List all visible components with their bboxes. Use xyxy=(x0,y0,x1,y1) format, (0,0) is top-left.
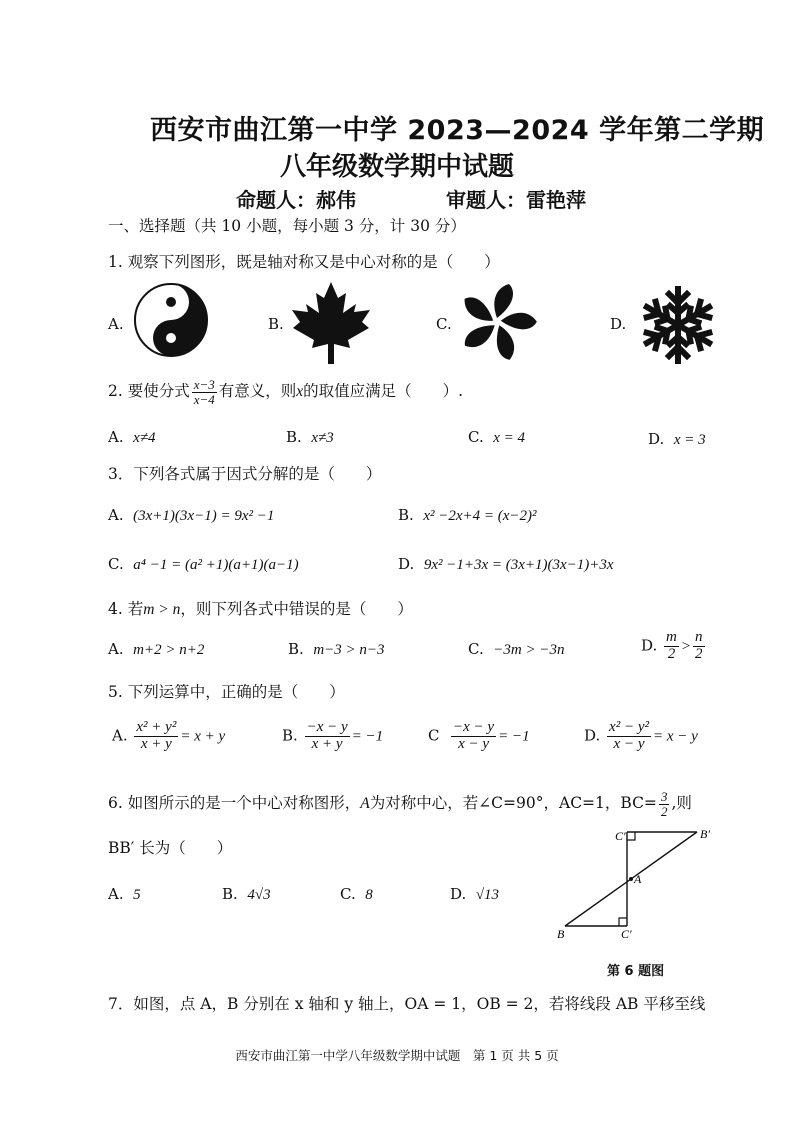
q6-option-b-expr: 4√3 xyxy=(247,887,271,903)
q2-var: x xyxy=(296,383,304,401)
q1-stem: 1. 观察下列图形，既是轴对称又是中心对称的是（ ） xyxy=(108,253,500,271)
q2-frac-num: x−3 xyxy=(193,377,215,392)
q6-option-b xyxy=(222,885,271,904)
q4-option-b-label: B. xyxy=(288,640,304,658)
q3-option-a xyxy=(108,506,274,525)
q4-option-b xyxy=(288,640,385,659)
q1-option-a-label: A. xyxy=(108,315,124,333)
q2-option-d-expr: x = 3 xyxy=(673,432,706,448)
q4-option-c-expr: −3m > −3n xyxy=(493,642,565,658)
q2-option-a-label: A. xyxy=(108,428,124,446)
q2-option-a-expr: x≠4 xyxy=(133,430,156,446)
q2-stem-middle: 有意义，则 xyxy=(218,382,297,401)
label-a: A xyxy=(634,872,642,886)
q5-option-d xyxy=(584,720,698,753)
q6-frac-num: 3 xyxy=(660,789,668,804)
q5-option-c xyxy=(428,720,530,753)
q2-frac-den: x−4 xyxy=(193,391,215,407)
q6-option-c-expr: 8 xyxy=(365,887,373,903)
q4-d-frac-right xyxy=(693,630,705,663)
q6-stem-c: 为对称中心，若∠C=90°，AC=1，BC= xyxy=(369,794,657,813)
maple-leaf-icon xyxy=(290,280,372,366)
q6-stem-line1 xyxy=(108,790,692,818)
q5-option-a xyxy=(112,720,225,753)
q5-a-num: x² + y² xyxy=(136,719,177,735)
q2-option-b-expr: x≠3 xyxy=(311,430,334,446)
yin-yang-icon xyxy=(133,282,209,358)
q3-option-c-label: C. xyxy=(108,555,124,573)
q3-stem: 3．下列各式属于因式分解的是（ ） xyxy=(108,465,382,483)
q4-option-b-expr: m−3 > n−3 xyxy=(313,642,385,658)
q3-option-d xyxy=(398,555,614,574)
q5-d-frac xyxy=(607,720,651,753)
q6-option-a-label: A. xyxy=(108,885,124,903)
q5-d-num: x² − y² xyxy=(609,719,649,735)
q5-b-den: x + y xyxy=(311,735,343,752)
q2-option-d-label: D. xyxy=(648,430,665,448)
q3-option-a-label: A. xyxy=(108,506,124,524)
q6-option-c xyxy=(340,885,373,904)
exam-title-line1: 西安市曲江第一中学 2023—2024 学年第二学期 xyxy=(150,115,765,146)
label-c: C′ xyxy=(621,927,632,941)
q3-option-a-expr: (3x+1)(3x−1) = 9x² −1 xyxy=(133,508,275,524)
q4-option-d-label: D. xyxy=(641,636,658,655)
label-b-prime: B′ xyxy=(700,827,710,841)
q4-option-c xyxy=(468,640,564,659)
q4-option-a-label: A. xyxy=(108,640,124,658)
q3-option-b-label: B. xyxy=(398,506,414,524)
label-b: B xyxy=(557,927,565,941)
q5-option-d-label: D. xyxy=(584,726,601,745)
q2-option-b-label: B. xyxy=(286,428,302,446)
q5-c-rhs: = −1 xyxy=(498,728,530,745)
q5-b-rhs: = −1 xyxy=(351,728,384,745)
q3-option-d-expr: 9x² −1+3x = (3x+1)(3x−1)+3x xyxy=(423,557,614,573)
author-line xyxy=(236,184,586,213)
q2-option-c-label: C. xyxy=(468,428,484,446)
q3-option-b xyxy=(398,506,537,525)
q6-option-d-label: D. xyxy=(450,885,467,903)
q5-option-b-label: B. xyxy=(282,726,298,745)
q4-stem-prefix: 4. 若 xyxy=(108,600,144,618)
q2-option-c xyxy=(468,428,525,447)
q2-stem-prefix: 2. 要使分式 xyxy=(108,382,190,401)
q4-option-c-label: C. xyxy=(468,640,484,658)
q4-option-a-expr: m+2 > n+2 xyxy=(133,642,205,658)
q6-stem-d: ,则 xyxy=(671,794,692,813)
q5-b-num: −x − y xyxy=(306,719,348,735)
q2-stem-suffix: 的取值应满足（ ）. xyxy=(303,382,464,401)
q6-stem-a: 6. 如图所示的是一个中心对称图形， xyxy=(108,794,361,813)
q6-option-d-expr: √13 xyxy=(475,887,500,903)
q7-stem: 7．如图，点 A，B 分别在 x 轴和 y 轴上，OA = 1，OB = 2，若将线段 AB 平移至线 xyxy=(108,995,706,1013)
q5-c-num: −x − y xyxy=(453,719,495,735)
q5-stem: 5. 下列运算中，正确的是（ ） xyxy=(108,683,345,701)
q3-option-c xyxy=(108,555,299,574)
exam-title-line2: 八年级数学期中试题 xyxy=(279,152,514,182)
q4-d-den1: 2 xyxy=(667,645,676,662)
q6-frac-den: 2 xyxy=(660,803,668,819)
q1-option-d-label: D. xyxy=(610,315,627,333)
q6-option-c-label: C. xyxy=(340,885,356,903)
q6-stem-line2: BB′ 长为（ ） xyxy=(108,839,233,857)
q2-stem xyxy=(108,378,463,406)
q6-option-a-expr: 5 xyxy=(133,887,141,903)
section-heading: 一、选择题（共 10 小题，每小题 3 分，计 30 分） xyxy=(108,217,466,235)
label-c-prime: C′ xyxy=(615,829,626,843)
q1-option-c-label: C. xyxy=(436,315,452,333)
q5-a-den: x + y xyxy=(140,735,172,752)
q4-option-d xyxy=(641,630,707,663)
q4-d-den2: 2 xyxy=(695,645,703,662)
q6-geometry-figure xyxy=(545,820,725,950)
q4-d-frac-left xyxy=(664,630,679,663)
q5-a-rhs: = x + y xyxy=(180,728,226,745)
q4-option-a xyxy=(108,640,204,659)
q4-condition: m > n xyxy=(143,601,181,618)
q6-fraction xyxy=(659,790,670,818)
snowflake-icon xyxy=(636,286,720,364)
q5-d-rhs: = x − y xyxy=(652,728,698,745)
q5-option-c-label: C xyxy=(428,726,440,745)
q5-a-frac xyxy=(134,720,178,753)
author-label: 命题人：郝伟 xyxy=(236,188,356,212)
q6-figure-caption: 第 6 题图 xyxy=(607,964,665,979)
q3-option-c-expr: a⁴ −1 = (a² +1)(a+1)(a−1) xyxy=(133,557,299,573)
q5-d-den: x − y xyxy=(613,735,645,752)
q5-c-den: x − y xyxy=(458,735,490,752)
q2-option-d xyxy=(648,430,706,449)
q5-option-b xyxy=(282,720,383,753)
q4-stem-suffix: ，则下列各式中错误的是（ ） xyxy=(180,600,413,618)
bauhinia-flower-icon xyxy=(457,282,537,362)
q1-option-b-label: B. xyxy=(268,315,284,333)
q2-fraction xyxy=(192,378,217,406)
q5-option-a-label: A. xyxy=(112,726,128,745)
q2-option-a xyxy=(108,428,156,447)
q6-option-d xyxy=(450,885,499,904)
q3-option-d-label: D. xyxy=(398,555,415,573)
q4-d-relation: > xyxy=(680,638,692,655)
q4-d-num1: m xyxy=(666,629,677,645)
q6-option-a xyxy=(108,885,141,904)
reviewer-label: 审题人：雷艳萍 xyxy=(446,188,586,212)
q2-option-b xyxy=(286,428,334,447)
q3-option-b-expr: x² −2x+4 = (x−2)² xyxy=(423,508,537,524)
q5-c-frac xyxy=(451,720,496,753)
q5-b-frac xyxy=(305,720,350,753)
q6-option-b-label: B. xyxy=(222,885,238,903)
q4-d-num2: n xyxy=(695,629,703,645)
page-footer: 西安市曲江第一中学八年级数学期中试题 第 1 页 共 5 页 xyxy=(235,1048,559,1063)
q2-option-c-expr: x = 4 xyxy=(493,430,526,446)
q4-stem xyxy=(108,597,413,619)
q6-stem-b: A xyxy=(360,795,370,813)
